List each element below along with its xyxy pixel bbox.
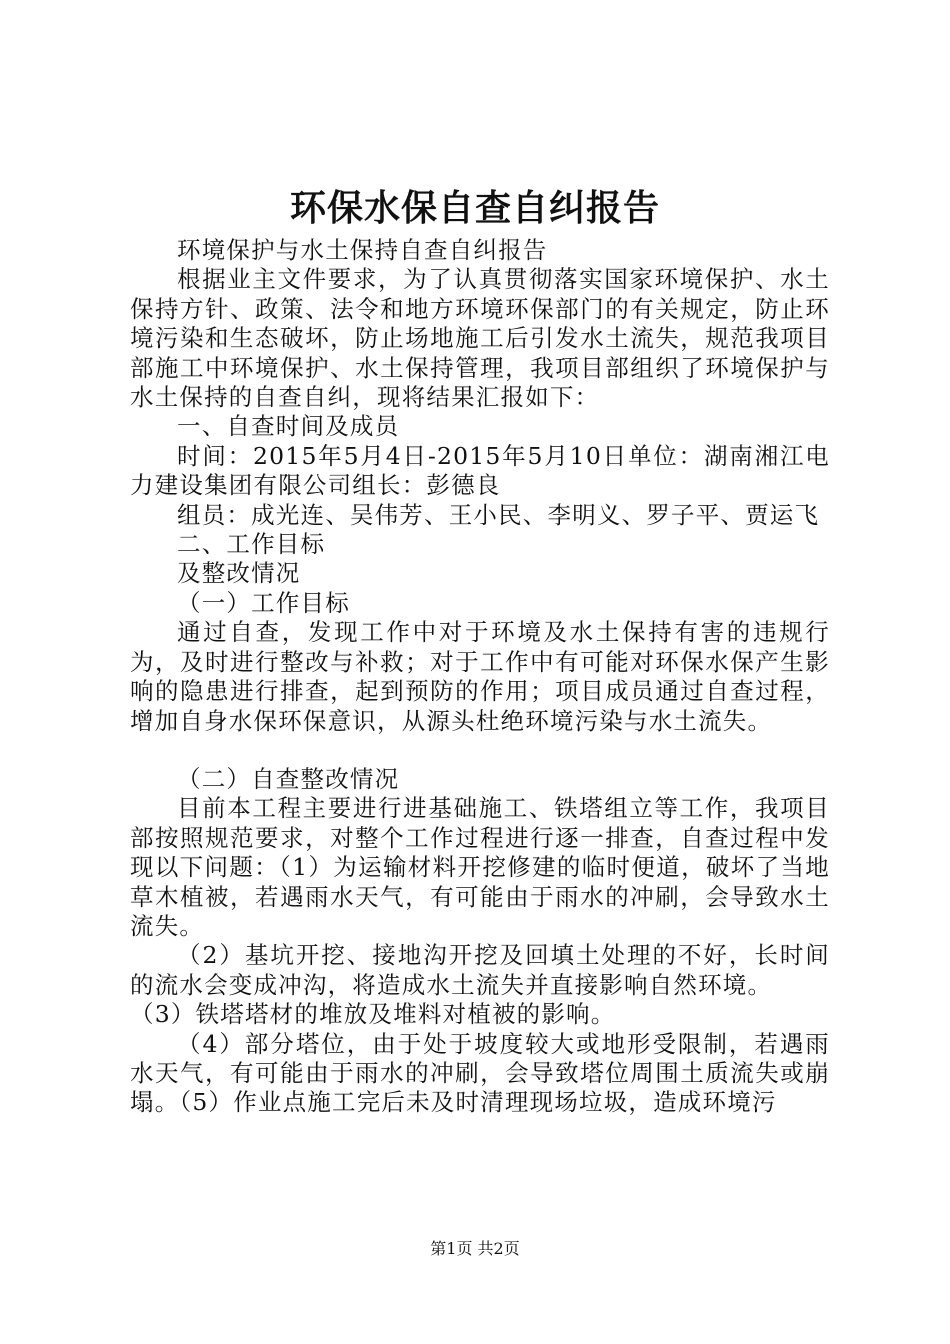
issues-paragraph: 目前本工程主要进行进基础施工、铁塔组立等工作，我项目部按照规范要求，对整个工作过程进行逐一排查，自查过程中发现以下问题：（1）为运输材料开挖修建的临时便道，破坏了当地草木植被，若遇雨水天气，有可能由于雨水的冲刷，会导致水土流失。: [130, 794, 830, 940]
page-footer: 第1页 共2页: [430, 1239, 520, 1258]
document-body: [130, 236, 830, 1118]
subsection-heading-2: （二）自查整改情况: [177, 764, 400, 793]
section-heading-2: 二、工作目标: [177, 530, 326, 559]
document-title: 环保水保自查自纠报告: [289, 187, 660, 229]
subsection-heading-1: （一）工作目标: [177, 588, 350, 617]
issue-3-paragraph: （3）铁塔塔材的堆放及堆料对植被的影响。: [130, 1000, 616, 1029]
time-unit-line: 时间：2015年5月4日-2015年5月10日单位：湖南湘江电力建设集团有限公司组长：彭德良: [130, 441, 830, 500]
section-heading-1: 一、自查时间及成员: [177, 412, 400, 441]
section-heading-2-cont: 及整改情况: [177, 559, 301, 588]
paragraph-gap: [130, 736, 830, 765]
issue-4-5-paragraph: （4）部分塔位，由于处于坡度较大或地形受限制，若遇雨水天气，有可能由于雨水的冲刷，会导致塔位周围土质流失或崩塌。（5）作业点施工完后未及时清理现场垃圾，造成环境污: [130, 1029, 830, 1117]
intro-paragraph: 根据业主文件要求，为了认真贯彻落实国家环境保护、水土保持方针、政策、法令和地方环境环保部门的有关规定，防止环境污染和生态破坏，防止场地施工后引发水土流失，规范我项目部施工中环境保护、水土保持管理，我项目部组织了环境保护与水土保持的自查自纠，现将结果汇报如下：: [130, 265, 830, 412]
issue-2-paragraph: （2）基坑开挖、接地沟开挖及回填土处理的不好，长时间的流水会变成冲沟，将造成水土流失并直接影响自然环境。: [130, 941, 830, 999]
goal-paragraph: 通过自查，发现工作中对于环境及水土保持有害的违规行为，及时进行整改与补救；对于工作中有可能对环保水保产生影响的隐患进行排查，起到预防的作用；项目成员通过自查过程，增加自身水保环保意识，从源头杜绝环境污染与水土流失。: [130, 618, 830, 735]
members-line: 组员：成光连、吴伟芳、王小民、李明义、罗子平、贾运飞: [177, 500, 820, 529]
report-subtitle: 环境保护与水土保持自查自纠报告: [177, 236, 548, 264]
